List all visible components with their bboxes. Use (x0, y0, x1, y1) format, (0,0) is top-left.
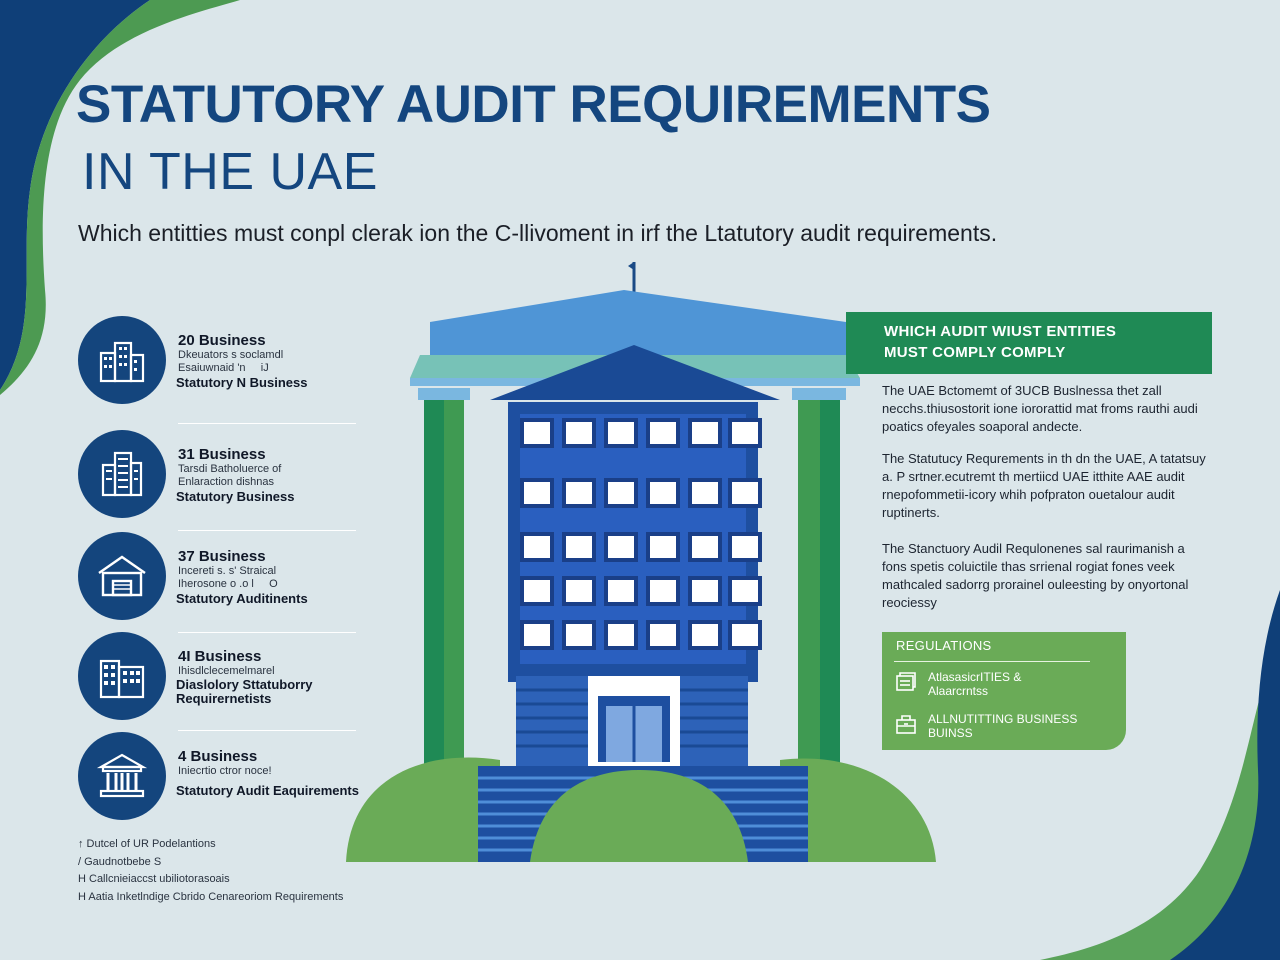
entity-title: 20 Business (178, 332, 266, 349)
divider (178, 730, 356, 731)
warehouse-icon (78, 532, 166, 620)
regulations-item (894, 712, 1077, 740)
entity-title: 31 Business (178, 446, 266, 463)
divider (178, 423, 356, 424)
list-item (78, 430, 356, 522)
apartment-block-icon (78, 632, 166, 720)
entity-subtitle: Statutory Auditinents (176, 591, 308, 606)
right-panel-header-text: WHICH AUDIT WIUST ENTITIES MUST COMPLY COMPLY (884, 323, 1117, 361)
office-buildings-icon (78, 316, 166, 404)
list-item (78, 632, 356, 724)
entity-description: Incereti s. s' Straical Iherosone o .o l O (178, 565, 278, 590)
entity-description: Dkeuators s soclamdl Esaiuwnaid 'n iJ (178, 349, 284, 374)
page-title-line2: IN THE UAE (82, 143, 378, 201)
entity-subtitle: Statutory Business (176, 489, 295, 504)
list-item (78, 732, 359, 824)
regulations-box (882, 632, 1126, 750)
entity-title: 4 Business (178, 748, 258, 765)
footnote: H Aatia Inketlndige Cbrido Cenareoriom Requirements (78, 890, 344, 903)
list-item (78, 316, 356, 408)
right-panel-paragraph-2: The Statutucy Requrements in th dn the UAE, A tatatsuy a. P srtner.ecutremt th mertiicd UAE itthite AAE audit rnepofommetii-icory whih pofpraton ouetalour audit ruptinerts. (882, 451, 1206, 520)
tower-buildings-icon (78, 430, 166, 518)
list-item (78, 532, 356, 624)
entity-subtitle: Diaslolory Sttatuborry Requirernetists (176, 677, 313, 706)
footnote: / Gaudnotbebe S (78, 855, 162, 868)
regulations-item-label: ALLNUTITTING BUSINESS BUINSS (928, 712, 1078, 740)
right-panel-paragraph-3: The Stanctuory Audil Requlonenes sal raurimanish a fons spetis coluictile thas srrienal rogiat fones veek mathcaled sadorrg prorainel ouleesting by onyortonal reociessy (882, 541, 1189, 610)
regulations-item-label: AtlasasicrITIES & Alaarcrntss (928, 670, 1022, 698)
regulations-item (894, 670, 1021, 698)
left-hill (346, 758, 500, 862)
entity-description: Tarsdi Batholuerce of Enlaraction dishnas (178, 463, 282, 488)
footnote: H Callcnieiaccst ubiliotorasoais (78, 873, 230, 885)
entity-title: 37 Business (178, 548, 266, 565)
divider (178, 530, 356, 531)
page-title: STATUTORY AUDIT REQUIREMENTS (76, 75, 991, 134)
entity-title: 4I Business (178, 648, 262, 665)
footnote: ↑ Dutcel of UR Podelantions (78, 838, 216, 850)
entity-description: Iniecrtio ctror noce! (178, 765, 272, 777)
right-panel-header (846, 312, 1212, 374)
document-stack-icon (894, 670, 918, 694)
government-building-icon (78, 732, 166, 820)
entity-subtitle: Statutory Audit Eaquirements (176, 783, 359, 798)
briefcase-docs-icon (894, 712, 918, 736)
regulations-divider (894, 661, 1090, 662)
footnotes (78, 836, 343, 906)
entity-subtitle: Statutory N Business (176, 375, 308, 390)
regulations-title: REGULATIONS (896, 638, 992, 653)
page-subtitle: Which entitties must conpl clerak ion the C-llivoment in irf the Ltatutory audit requirements. (78, 220, 998, 246)
entity-description: Ihisdlclecemelmarel (178, 665, 275, 677)
right-panel-paragraph-1: The UAE Bctomemt of 3UCB Buslnessa thet zall necchs.thiusostorit ione iororattid mat froms rauthi audi poatics ofeyales soaporal andecte. (882, 383, 1198, 434)
